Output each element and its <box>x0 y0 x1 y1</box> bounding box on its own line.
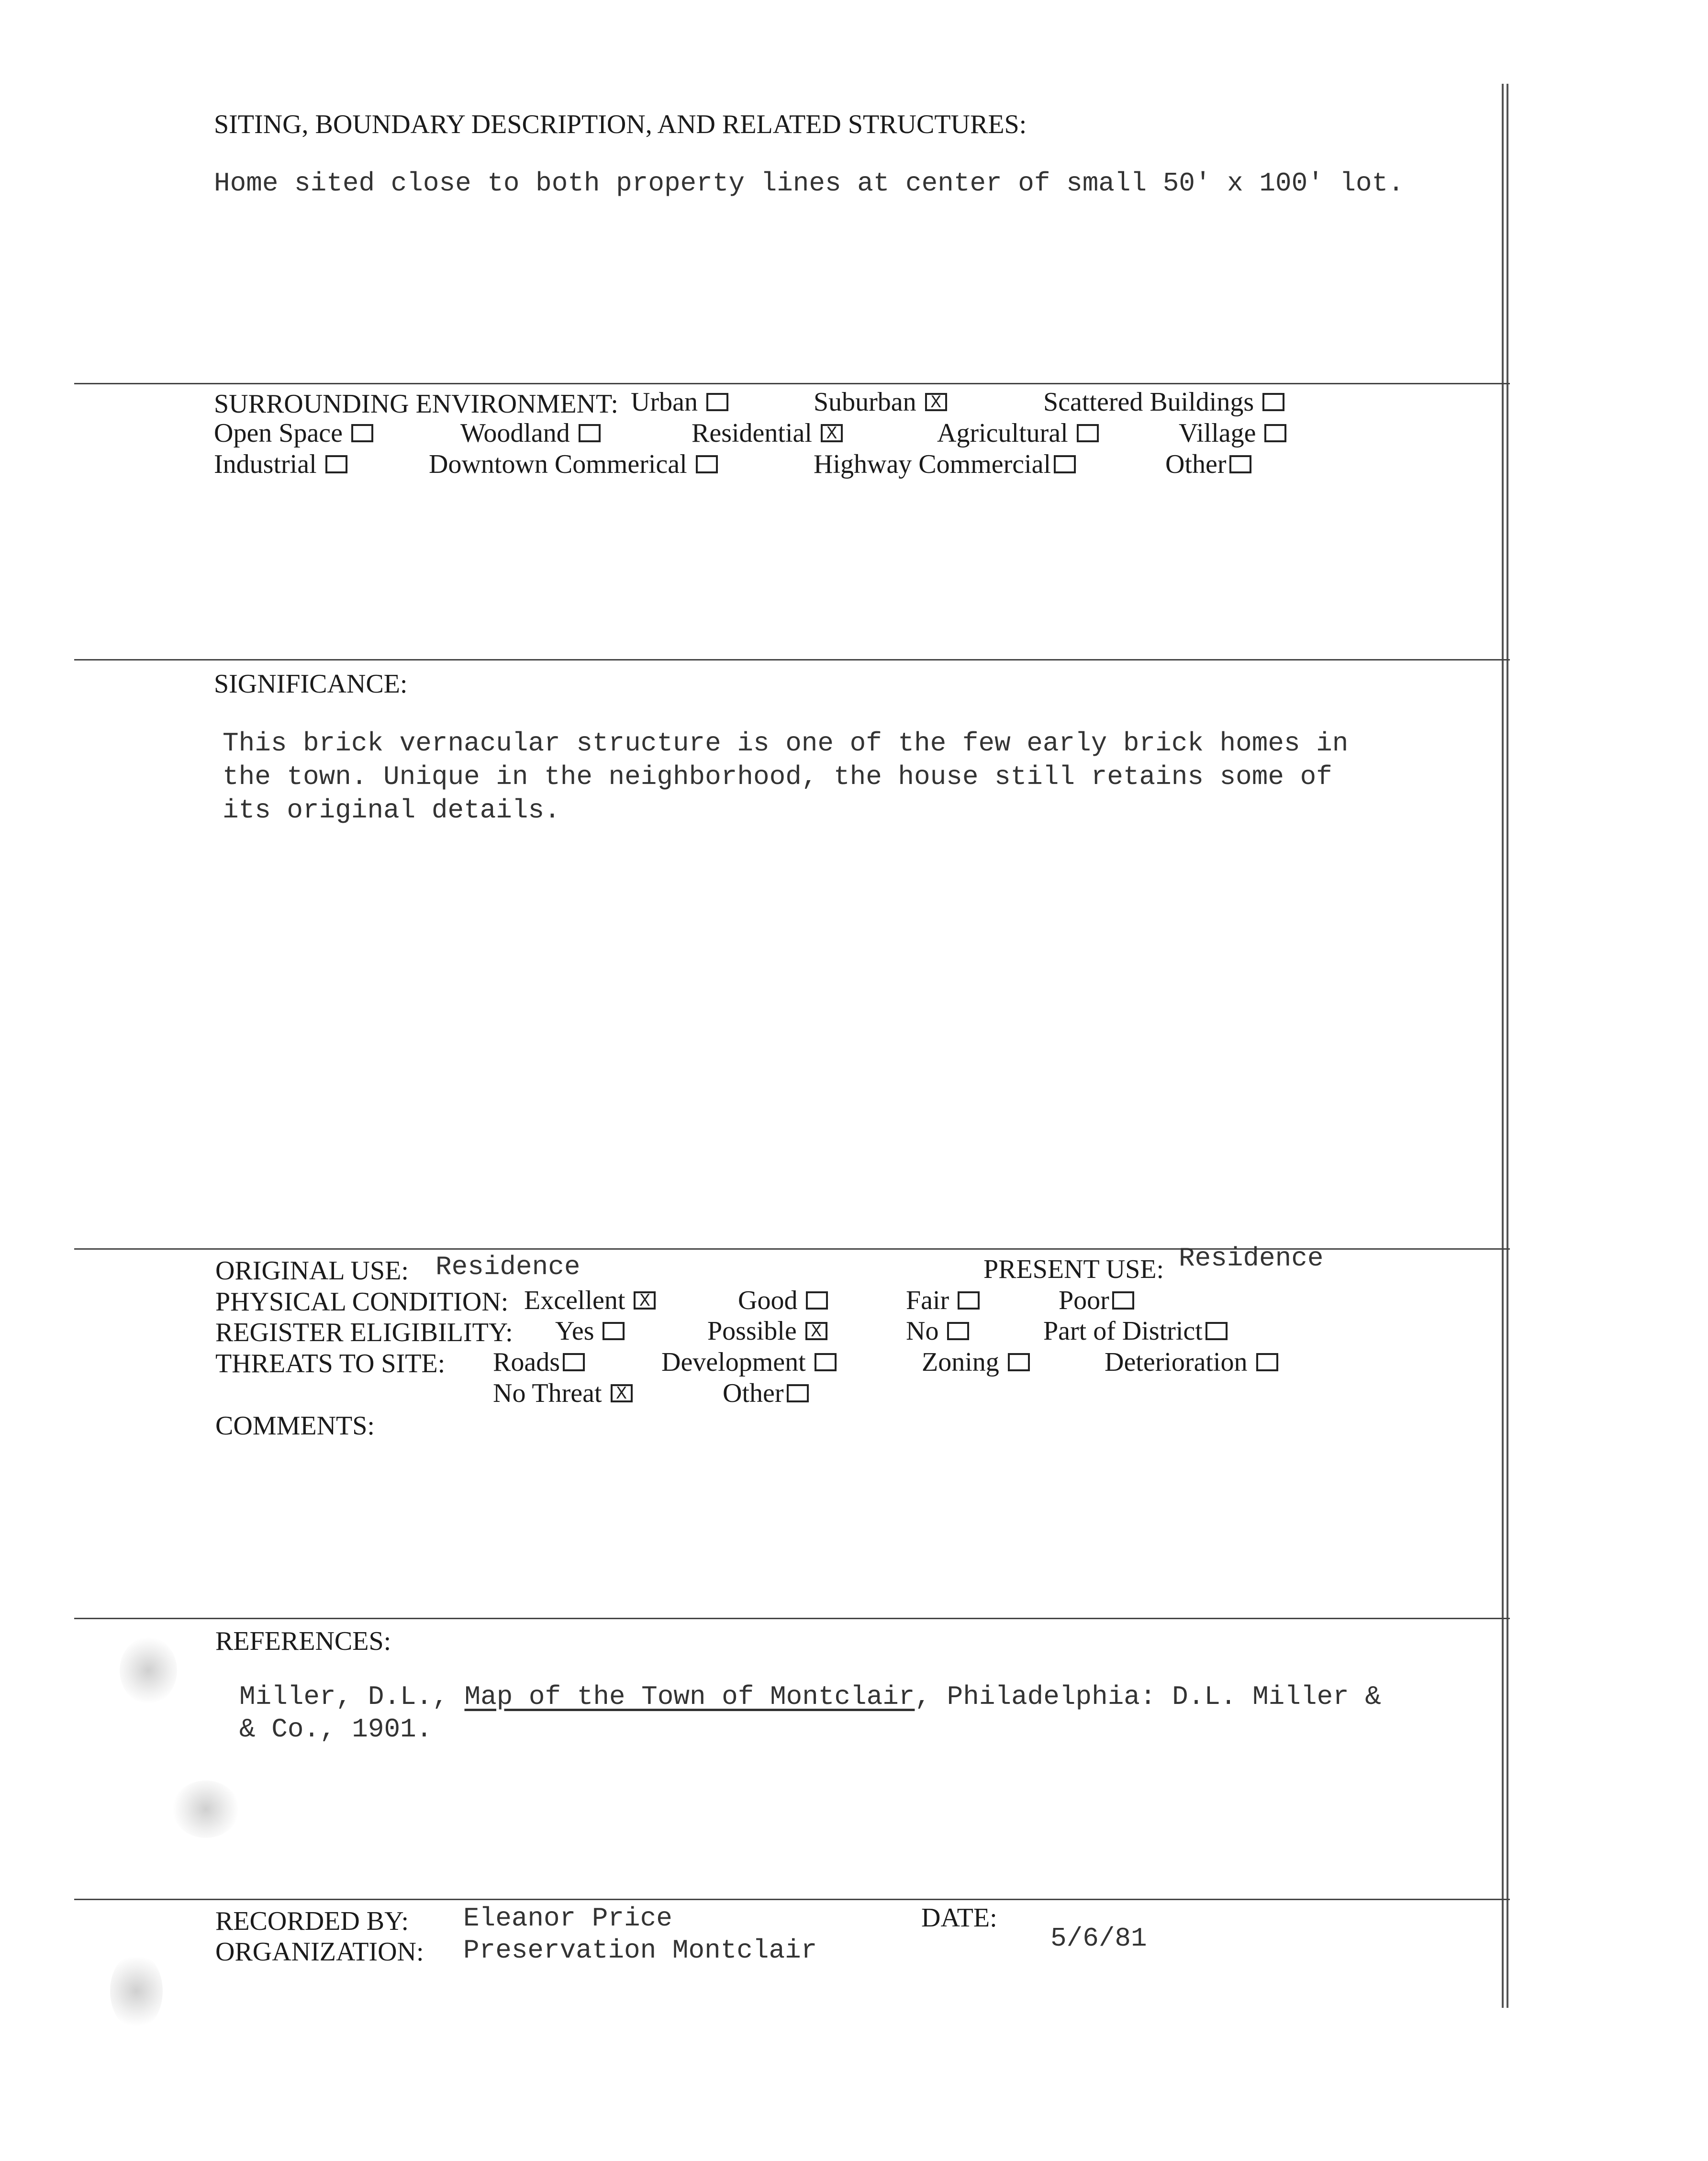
right-border-inner <box>1502 84 1504 2008</box>
section-divider-5 <box>74 1899 1510 1900</box>
references-heading: REFERENCES: <box>215 1626 391 1656</box>
present-use-value[interactable]: Residence <box>1179 1243 1324 1274</box>
eligibility-checkbox[interactable] <box>603 1322 625 1340</box>
significance-heading: SIGNIFICANCE: <box>214 669 408 699</box>
env-checkbox[interactable] <box>579 424 601 442</box>
scan-smudge <box>120 1637 177 1704</box>
recorded-by-label: RECORDED BY: <box>215 1906 409 1936</box>
original-use-value[interactable]: Residence <box>435 1252 580 1282</box>
threat-option-zoning[interactable] <box>922 1347 1030 1377</box>
env-option-other[interactable] <box>1165 449 1251 480</box>
env-option-label: Industrial <box>214 449 317 479</box>
significance-line-1: This brick vernacular structure is one of the few early brick homes in <box>223 728 1349 759</box>
threat-checkbox[interactable] <box>1008 1353 1030 1371</box>
scan-smudge <box>172 1780 239 1838</box>
env-option-label: Woodland <box>460 418 570 448</box>
eligibility-option-label: Part of District <box>1043 1316 1203 1346</box>
section-divider-4 <box>74 1618 1510 1619</box>
eligibility-option-no[interactable] <box>906 1316 969 1346</box>
reference-line-1 <box>239 1680 1381 1713</box>
date-label: DATE: <box>921 1903 997 1933</box>
env-checkbox[interactable] <box>1262 393 1284 411</box>
condition-checkbox[interactable] <box>806 1291 828 1310</box>
condition-option-label: Excellent <box>524 1286 625 1315</box>
siting-heading: SITING, BOUNDARY DESCRIPTION, AND RELATED STRUCTURES: <box>214 110 1027 139</box>
reference-line-2: & Co., 1901. <box>239 1714 433 1745</box>
physical-condition-label: PHYSICAL CONDITION: <box>215 1287 509 1317</box>
env-option-label: Residential <box>692 418 812 448</box>
threat-option-label: Other <box>723 1378 784 1408</box>
threat-option-no-threat[interactable] <box>493 1378 633 1409</box>
condition-option-label: Poor <box>1059 1286 1109 1315</box>
eligibility-checkbox[interactable] <box>1206 1322 1228 1340</box>
env-option-residential[interactable] <box>692 418 843 448</box>
original-use-label: ORIGINAL USE: <box>215 1256 409 1286</box>
comments-label: COMMENTS: <box>215 1411 375 1441</box>
condition-option-good[interactable] <box>738 1285 828 1316</box>
present-use-label: PRESENT USE: <box>983 1254 1164 1284</box>
condition-option-poor[interactable] <box>1059 1285 1134 1316</box>
env-checkbox[interactable] <box>1229 455 1251 473</box>
threat-option-development[interactable] <box>661 1347 837 1377</box>
env-option-agricultural[interactable] <box>937 418 1099 448</box>
env-option-label: Urban <box>631 387 698 417</box>
eligibility-option-label: No <box>906 1316 939 1346</box>
env-checkbox[interactable] <box>1077 424 1099 442</box>
env-option-industrial[interactable] <box>214 449 347 480</box>
env-option-label: Highway Commercial <box>814 449 1051 479</box>
env-option-suburban[interactable] <box>814 387 947 417</box>
eligibility-checkbox[interactable] <box>947 1322 969 1340</box>
env-option-scattered-buildings[interactable] <box>1043 387 1284 417</box>
threat-checkbox[interactable] <box>563 1353 585 1371</box>
threat-option-label: No Threat <box>493 1378 602 1408</box>
condition-option-label: Good <box>738 1286 798 1315</box>
date-value[interactable]: 5/6/81 <box>1050 1923 1147 1954</box>
threat-option-label: Zoning <box>922 1347 999 1377</box>
threat-checkbox[interactable] <box>787 1384 809 1402</box>
eligibility-checkbox[interactable]: X <box>805 1322 827 1340</box>
reference-author: Miller, D.L., <box>239 1681 465 1712</box>
condition-checkbox[interactable] <box>958 1291 980 1310</box>
threat-checkbox[interactable]: X <box>611 1384 633 1402</box>
env-checkbox[interactable] <box>325 455 347 473</box>
environment-heading: SURROUNDING ENVIRONMENT: <box>214 389 618 419</box>
section-divider-2 <box>74 659 1510 661</box>
threat-option-label: Deterioration <box>1105 1347 1248 1377</box>
right-border-outer <box>1507 84 1508 2008</box>
env-option-label: Agricultural <box>937 418 1068 448</box>
section-divider-1 <box>74 383 1510 384</box>
threat-option-label: Development <box>661 1347 806 1377</box>
threat-option-roads[interactable] <box>493 1347 585 1377</box>
recorded-by-value[interactable]: Eleanor Price <box>463 1903 672 1934</box>
eligibility-option-possible[interactable] <box>707 1316 827 1346</box>
env-option-label: Other <box>1165 449 1227 479</box>
eligibility-option-part-of-district[interactable] <box>1043 1316 1228 1346</box>
env-option-open-space[interactable] <box>214 418 373 448</box>
env-option-highway-commercial[interactable] <box>814 449 1076 480</box>
condition-option-fair[interactable] <box>906 1285 980 1316</box>
scan-smudge <box>110 1953 163 2029</box>
env-option-label: Village <box>1179 418 1256 448</box>
organization-value[interactable]: Preservation Montclair <box>463 1935 817 1966</box>
significance-line-2: the town. Unique in the neighborhood, the house still retains some of <box>223 761 1332 792</box>
env-option-village[interactable] <box>1179 418 1286 448</box>
reference-title: Map of the Town of Montclair <box>464 1681 915 1712</box>
env-option-downtown-commercial[interactable] <box>429 449 718 480</box>
env-option-label: Open Space <box>214 418 343 448</box>
env-option-label: Downtown Commerical <box>429 449 687 479</box>
siting-text: Home sited close to both property lines at center of small 50' x 100' lot. <box>214 168 1404 199</box>
condition-checkbox[interactable]: X <box>634 1291 656 1310</box>
env-checkbox[interactable] <box>706 393 728 411</box>
condition-checkbox[interactable] <box>1112 1291 1134 1310</box>
env-checkbox[interactable]: X <box>821 424 843 442</box>
env-checkbox[interactable] <box>351 424 373 442</box>
threat-option-deterioration[interactable] <box>1105 1347 1278 1377</box>
significance-line-3: its original details. <box>223 795 560 826</box>
env-checkbox[interactable] <box>1264 424 1286 442</box>
threat-option-label: Roads <box>493 1347 560 1377</box>
threat-checkbox[interactable] <box>1256 1353 1278 1371</box>
env-option-label: Scattered Buildings <box>1043 387 1254 417</box>
eligibility-option-label: Yes <box>555 1316 594 1346</box>
eligibility-option-label: Possible <box>707 1316 797 1346</box>
env-option-label: Suburban <box>814 387 916 417</box>
condition-option-label: Fair <box>906 1286 949 1315</box>
organization-label: ORGANIZATION: <box>215 1937 424 1967</box>
env-checkbox[interactable]: X <box>925 393 947 411</box>
env-option-woodland[interactable] <box>460 418 601 448</box>
env-option-urban[interactable] <box>631 387 728 417</box>
register-eligibility-label: REGISTER ELIGIBILITY: <box>215 1318 513 1347</box>
env-checkbox[interactable] <box>696 455 718 473</box>
threat-option-other[interactable] <box>723 1378 809 1409</box>
reference-publisher: , Philadelphia: D.L. Miller & <box>915 1681 1381 1712</box>
env-checkbox[interactable] <box>1054 455 1076 473</box>
threat-checkbox[interactable] <box>815 1353 837 1371</box>
condition-option-excellent[interactable] <box>524 1285 656 1316</box>
eligibility-option-yes[interactable] <box>555 1316 625 1346</box>
threats-label: THREATS TO SITE: <box>215 1349 446 1378</box>
